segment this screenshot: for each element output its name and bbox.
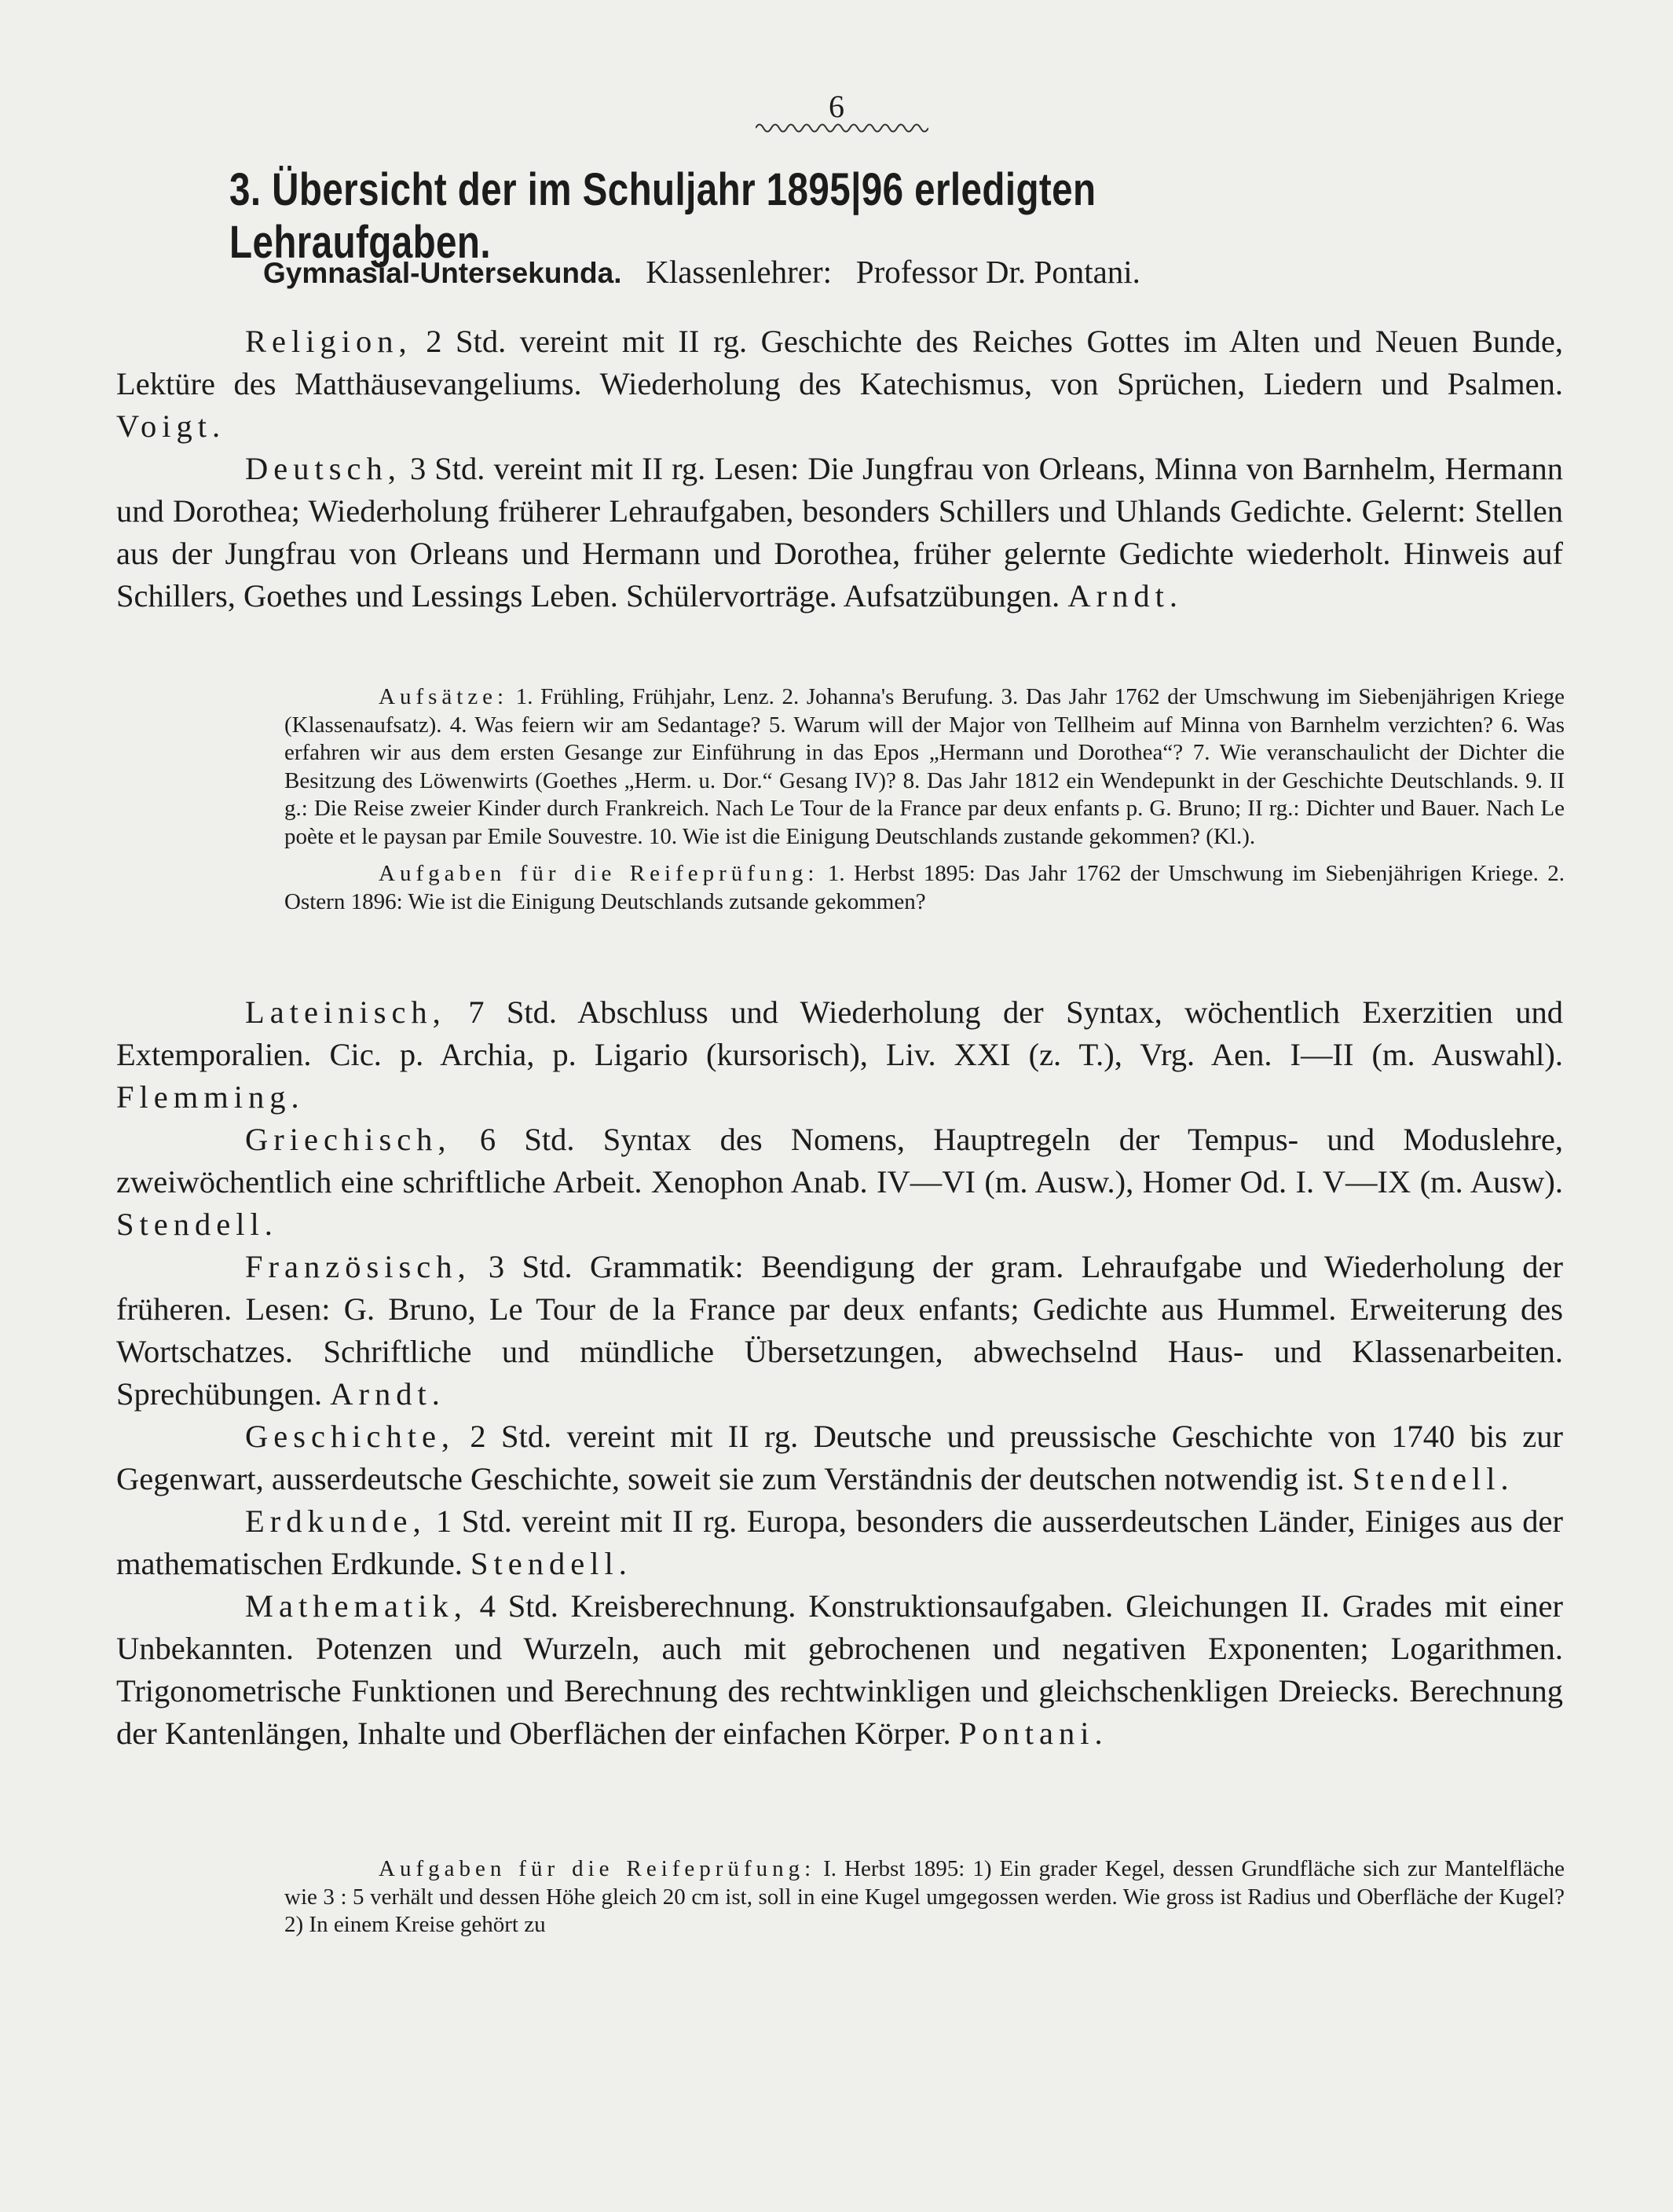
reife-mathe-paragraph [284,1855,1565,1939]
subject-text: 4 Std. Kreisberechnung. Konstruktionsaufgaben. Gleichungen II. Grades mit einer Unbekannten. Potenzen und Wurzeln, auch mit gebrochenen und negativen Exponenten; Logarithmen. Trigonometrische Funktionen und Berechnung des rechtwinkligen und gleichschenkligen Dreiecks. Berechnung der Kantenlängen, Inhalte und Oberflächen der einfachen Körper. [116,1588,1564,1751]
subjects-block-1 [116,320,1563,617]
teacher-label: Klassenlehrer: [646,254,833,290]
aufsaetze-label: Aufsätze: [379,684,509,709]
subjects-block-2 [116,991,1563,1755]
teacher-name: Professor Dr. Pontani. [855,254,1140,290]
subject-name: Französisch, [245,1249,471,1284]
subject-teacher: Stendell. [470,1546,632,1581]
subject-religion [116,320,1563,448]
subject-erdkunde [116,1500,1563,1585]
subject-teacher: Stendell. [1352,1461,1514,1496]
subject-teacher: Flemming. [116,1079,305,1115]
subject-text: 3 Std. Grammatik: Beendigung der gram. Lehraufgabe und Wiederholung der früheren. Lesen: G. Bruno, Le Tour de la France par deux enfants; Gedichte aus Hummel. Erweiterung des Wortschatzes. Schriftliche und mündliche Übersetzungen, abwechselnd Haus- und Klassenarbeiten. Sprechübungen. [116,1249,1564,1412]
subject-name: Geschichte, [245,1419,456,1454]
subject-latein [116,991,1563,1119]
subject-name: Lateinisch, [245,994,446,1030]
subject-name: Deutsch, [245,451,401,486]
subject-teacher: Pontani. [958,1716,1108,1751]
page-number: 6 [829,89,844,124]
class-name: Gymnasial-Untersekunda. [263,257,622,289]
subject-deutsch [116,448,1563,617]
subject-name: Mathematik, [245,1588,467,1624]
subject-mathematik [116,1585,1563,1755]
class-info [263,253,1140,291]
subject-text: 3 Std. vereint mit II rg. Lesen: Die Jungfrau von Orleans, Minna von Barnhelm, Hermann und Dorothea; Wiederholung früherer Lehraufgaben, besonders Schillers und Uhlands Gedichte. Gelernt: Stellen aus der Jungfrau von Orleans und Hermann und Dorothea, früher gelernte Gedichte wiederholt. Hinweis auf Schillers, Goethes und Lessings Leben. Schülervorträge. Aufsatzübungen. [116,451,1564,613]
subject-geschichte [116,1415,1563,1500]
subject-name: Erdkunde, [245,1503,426,1539]
decorative-wave-divider [756,118,928,138]
subject-text: 1 Std. vereint mit II rg. Europa, besonders die ausserdeutschen Länder, Einiges aus der mathematischen Erdkunde. [116,1503,1564,1581]
essay-topics [284,683,1565,916]
aufsaetze-text: 1. Frühling, Frühjahr, Lenz. 2. Johanna's Berufung. 3. Das Jahr 1762 der Umschwung im Siebenjährigen Kriege (Klassenaufsatz). 4. Was feiern wir am Sedantage? 5. Warum will der Major von Tellheim auf Minna von Barnhelm verzichten? 6. Was erfahren wir aus dem ersten Gesange zur Einführung in das Epos „Hermann und Dorothea“? 7. Wie veranschaulicht der Dichter die Besitzung des Löwenwirts (Goethes „Herm. u. Dor.“ Gesang IV)? 8. Das Jahr 1812 ein Wendepunkt in der Geschichte Deutschlands. 9. II g.: Die Reise zweier Kinder durch Frankreich. Nach Le Tour de la France par deux enfants p. G. Bruno; II rg.: Dichter und Bauer. Nach Le poète et le paysan par Emile Souvestre. 10. Wie ist die Einigung Deutschlands zustande gekommen? (Kl.). [284,684,1565,849]
reife-mathe-text: I. Herbst 1895: 1) Ein grader Kegel, dessen Grundfläche sich zur Mantelfläche wie 3 : 5 verhält und dessen Höhe gleich 20 cm ist, soll in eine Kugel umgegossen werden. Wie gross ist Radius und Oberfläche der Kugel? 2) In einem Kreise gehört zu [284,1856,1565,1937]
aufsaetze-paragraph [284,683,1565,851]
reife-deutsch-paragraph [284,860,1565,916]
subject-teacher: Arndt. [1067,578,1183,613]
subject-teacher: Arndt. [330,1376,445,1412]
math-exam-tasks [284,1855,1565,1939]
subject-text: 2 Std. vereint mit II rg. Geschichte des Reiches Gottes im Alten und Neuen Bunde, Lektüre des Matthäusevangeliums. Wiederholung des Katechismus, von Sprüchen, Liedern und Psalmen. [116,324,1563,401]
subject-text: 6 Std. Syntax des Nomens, Hauptregeln der Tempus- und Moduslehre, zweiwöchentlich eine schriftliche Arbeit. Xenophon Anab. IV—VI (m. Ausw.), Homer Od. I. V—IX (m. Ausw). [116,1122,1563,1199]
subject-text: 2 Std. vereint mit II rg. Deutsche und preussische Geschichte von 1740 bis zur Gegenwart, ausserdeutsche Geschichte, soweit sie zum Verständnis der deutschen notwendig ist. [116,1419,1563,1496]
subject-text: 7 Std. Abschluss und Wiederholung der Syntax, wöchentlich Exerzitien und Extemporalien. Cic. p. Archia, p. Ligario (kursorisch), Liv. XXI (z. T.), Vrg. Aen. I—II (m. Auswahl). [116,994,1563,1072]
subject-teacher: Stendell. [116,1207,278,1242]
section-title: 3. Übersicht der im Schuljahr 1895|96 erledigten Lehraufgaben. [229,164,1096,268]
subject-teacher: Voigt. [116,408,226,444]
reife-deutsch-label: Aufgaben für die Reifeprüfung: [379,861,819,886]
reife-deutsch-text: 1. Herbst 1895: Das Jahr 1762 der Umschwung im Siebenjährigen Kriege. 2. Ostern 1896: Wie ist die Einigung Deutschlands zutsande gekommen? [284,861,1565,914]
reife-mathe-label: Aufgaben für die Reifeprüfung: [379,1856,816,1881]
subject-name: Griechisch, [245,1122,452,1157]
subject-name: Religion, [245,324,412,359]
subject-griechisch [116,1119,1563,1246]
subject-franzoesisch [116,1246,1563,1415]
